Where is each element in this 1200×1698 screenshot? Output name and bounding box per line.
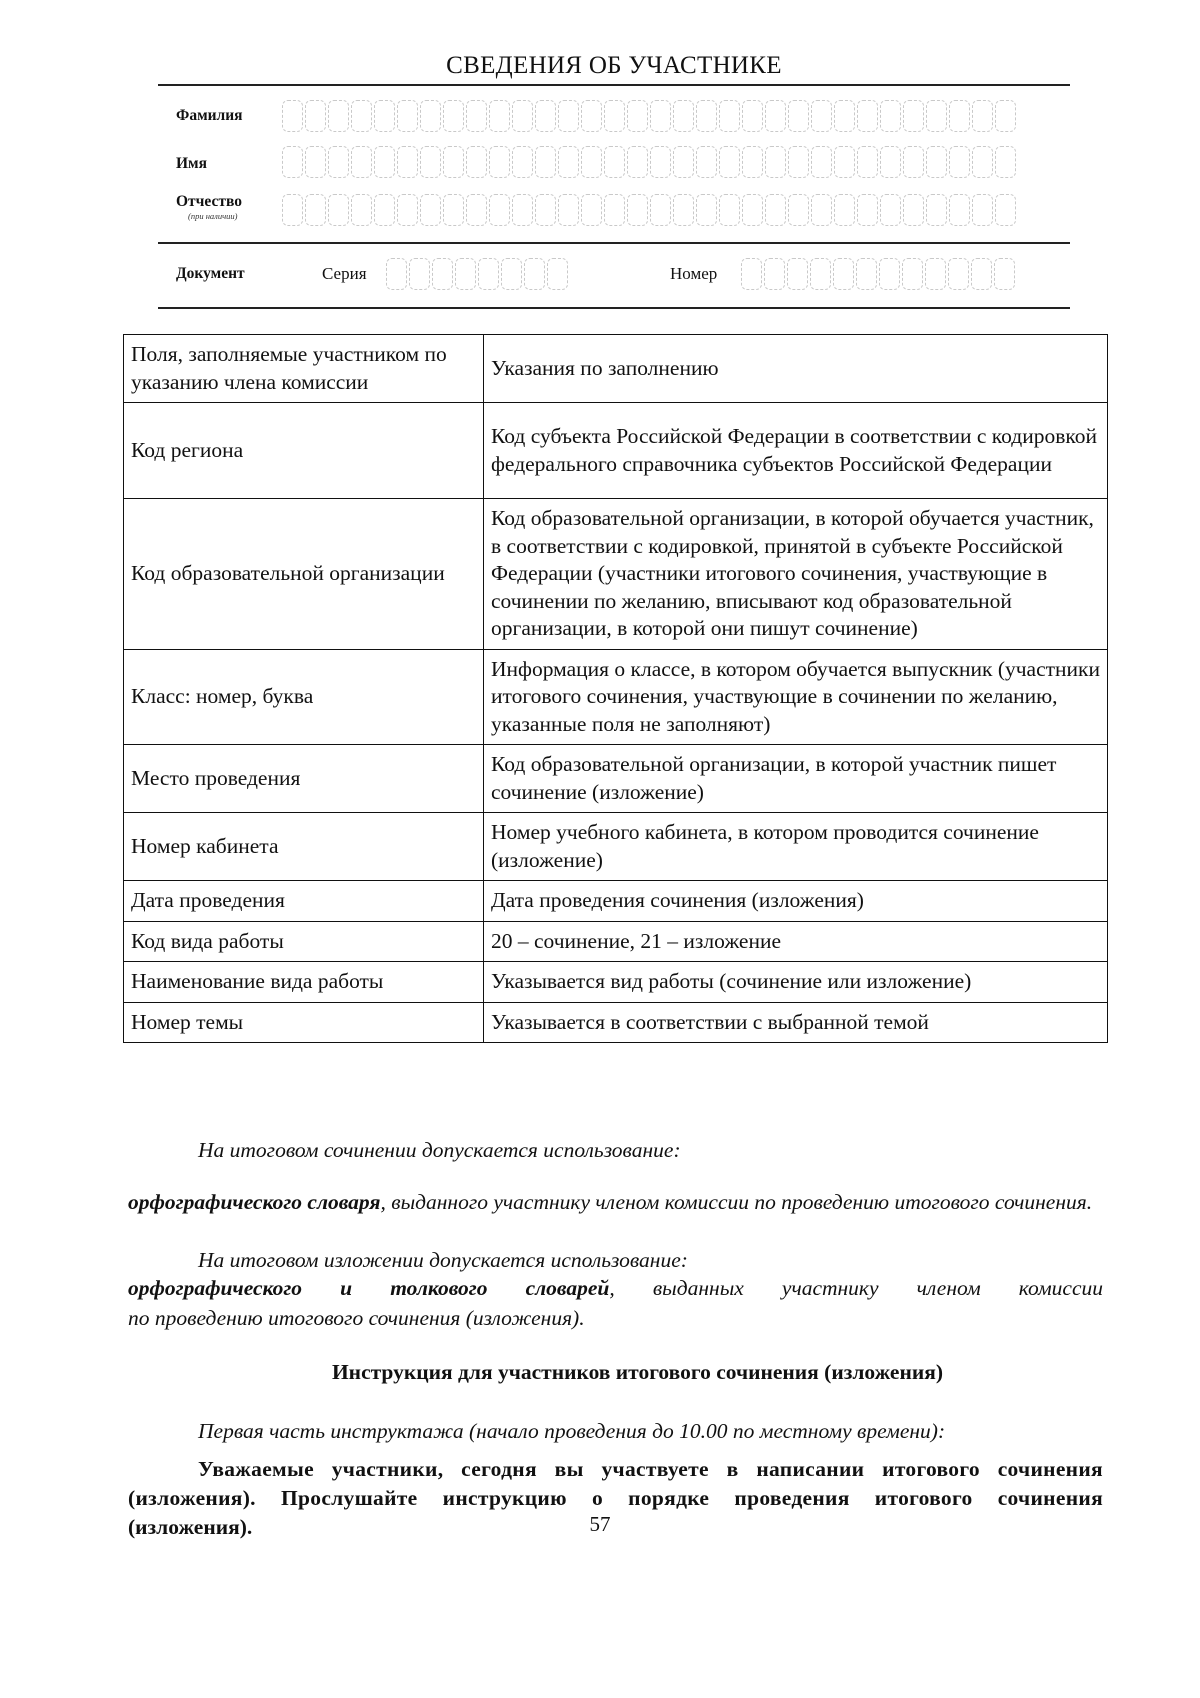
character-cell[interactable]: [765, 146, 786, 178]
character-cell[interactable]: [994, 258, 1015, 290]
character-cell[interactable]: [741, 258, 762, 290]
character-cell[interactable]: [374, 194, 395, 226]
character-cell[interactable]: [673, 194, 694, 226]
form-divider-middle: [158, 242, 1070, 244]
character-cell[interactable]: [926, 100, 947, 132]
character-cell[interactable]: [833, 258, 854, 290]
character-cell[interactable]: [489, 146, 510, 178]
character-cell[interactable]: [810, 258, 831, 290]
character-cell[interactable]: [719, 146, 740, 178]
character-cell[interactable]: [857, 100, 878, 132]
character-cell[interactable]: [811, 146, 832, 178]
name-label: Имя: [176, 155, 207, 172]
character-cell[interactable]: [949, 146, 970, 178]
character-cell[interactable]: [764, 258, 785, 290]
character-cell[interactable]: [351, 100, 372, 132]
header-fields-cell: Поля, заполняемые участником по указанию члена комиссии: [124, 335, 484, 403]
document-label: Документ: [176, 265, 245, 282]
field-cell: Номер кабинета: [124, 813, 484, 881]
character-cell[interactable]: [466, 100, 487, 132]
character-cell[interactable]: [811, 194, 832, 226]
character-cell[interactable]: [581, 100, 602, 132]
character-cell[interactable]: [972, 194, 993, 226]
character-cell[interactable]: [627, 194, 648, 226]
essay-dictionary-paragraph: [128, 1189, 1103, 1217]
table-row: [124, 649, 1108, 745]
character-cell[interactable]: [581, 146, 602, 178]
number-cells[interactable]: [741, 258, 1015, 290]
character-cell[interactable]: [397, 146, 418, 178]
character-cell[interactable]: [535, 194, 556, 226]
character-cell[interactable]: [719, 194, 740, 226]
field-cell: Дата проведения: [124, 881, 484, 922]
series-label: Серия: [322, 264, 367, 283]
character-cell[interactable]: [971, 258, 992, 290]
surname-label: Фамилия: [176, 107, 243, 124]
character-cell[interactable]: [742, 100, 763, 132]
character-cell[interactable]: [948, 258, 969, 290]
character-cell[interactable]: [972, 146, 993, 178]
character-cell[interactable]: [834, 100, 855, 132]
character-cell[interactable]: [420, 100, 441, 132]
character-cell[interactable]: [787, 258, 808, 290]
instruction-cell: Код образовательной организации, в которой обучается участник, в соответствии с кодировкой, принятой в субъекте Российской Федерации (участники итогового сочинения, участвующие в сочинении по желанию, вписывают код образовательной организации, в которой они пишут сочинение): [484, 499, 1108, 650]
character-cell[interactable]: [455, 258, 476, 290]
field-cell: Номер темы: [124, 1002, 484, 1043]
table-row: [124, 403, 1108, 499]
surname-cells[interactable]: [282, 100, 1016, 132]
character-cell[interactable]: [581, 194, 602, 226]
character-cell[interactable]: [397, 194, 418, 226]
character-cell[interactable]: [547, 258, 568, 290]
character-cell[interactable]: [397, 100, 418, 132]
character-cell[interactable]: [374, 100, 395, 132]
character-cell[interactable]: [627, 100, 648, 132]
character-cell[interactable]: [305, 100, 326, 132]
character-cell[interactable]: [558, 100, 579, 132]
character-cell[interactable]: [282, 146, 303, 178]
character-cell[interactable]: [880, 100, 901, 132]
character-cell[interactable]: [788, 100, 809, 132]
field-cell: Класс: номер, буква: [124, 649, 484, 745]
character-cell[interactable]: [351, 194, 372, 226]
header-instructions-cell: Указания по заполнению: [484, 335, 1108, 403]
table-row: [124, 499, 1108, 650]
guidance-table: [123, 334, 1108, 1043]
summary-dictionaries-bold: орфографического и толкового словарей: [128, 1276, 610, 1300]
character-cell[interactable]: [834, 146, 855, 178]
form-divider-top: [158, 84, 1070, 86]
character-cell[interactable]: [696, 146, 717, 178]
character-cell[interactable]: [696, 100, 717, 132]
address-line-2: (изложения). Прослушайте инструкцию о порядке проведения итогового сочинения: [128, 1486, 1103, 1510]
character-cell[interactable]: [558, 194, 579, 226]
character-cell[interactable]: [558, 146, 579, 178]
patronymic-label: Отчество: [176, 193, 242, 210]
character-cell[interactable]: [696, 194, 717, 226]
character-cell[interactable]: [903, 146, 924, 178]
character-cell[interactable]: [374, 146, 395, 178]
character-cell[interactable]: [489, 194, 510, 226]
character-cell[interactable]: [742, 146, 763, 178]
character-cell[interactable]: [282, 194, 303, 226]
character-cell[interactable]: [857, 146, 878, 178]
field-cell: Место проведения: [124, 745, 484, 813]
character-cell[interactable]: [880, 194, 901, 226]
character-cell[interactable]: [420, 146, 441, 178]
character-cell[interactable]: [880, 146, 901, 178]
character-cell[interactable]: [604, 100, 625, 132]
character-cell[interactable]: [466, 146, 487, 178]
essay-dictionary-rest: , выданного участнику членом комиссии по проведению итогового сочинения.: [380, 1190, 1093, 1214]
address-line-3: (изложения).: [128, 1515, 253, 1539]
character-cell[interactable]: [650, 146, 671, 178]
character-cell[interactable]: [443, 100, 464, 132]
instruction-cell: Информация о классе, в котором обучается выпускник (участники итогового сочинения, участвующие в сочинении по желанию, указанные поля не заполняют): [484, 649, 1108, 745]
character-cell[interactable]: [409, 258, 430, 290]
character-cell[interactable]: [489, 100, 510, 132]
instruction-cell: 20 – сочинение, 21 – изложение: [484, 921, 1108, 962]
name-cells[interactable]: [282, 146, 1016, 178]
character-cell[interactable]: [512, 100, 533, 132]
character-cell[interactable]: [604, 194, 625, 226]
instruction-cell: Код субъекта Российской Федерации в соответствии с кодировкой федерального справочника субъектов Российской Федерации: [484, 403, 1108, 499]
character-cell[interactable]: [627, 146, 648, 178]
character-cell[interactable]: [765, 100, 786, 132]
character-cell[interactable]: [501, 258, 522, 290]
field-cell: Наименование вида работы: [124, 962, 484, 1003]
character-cell[interactable]: [949, 194, 970, 226]
number-label: Номер: [670, 264, 718, 283]
character-cell[interactable]: [305, 194, 326, 226]
patronymic-note: (при наличии): [188, 211, 238, 221]
character-cell[interactable]: [351, 146, 372, 178]
character-cell[interactable]: [926, 146, 947, 178]
character-cell[interactable]: [443, 194, 464, 226]
instruction-heading: Инструкция для участников итогового сочинения (изложения): [331, 1360, 944, 1384]
character-cell[interactable]: [972, 100, 993, 132]
character-cell[interactable]: [432, 258, 453, 290]
table-row: [124, 881, 1108, 922]
character-cell[interactable]: [811, 100, 832, 132]
character-cell[interactable]: [903, 194, 924, 226]
character-cell[interactable]: [328, 100, 349, 132]
character-cell[interactable]: [650, 100, 671, 132]
character-cell[interactable]: [466, 194, 487, 226]
character-cell[interactable]: [535, 146, 556, 178]
character-cell[interactable]: [512, 146, 533, 178]
character-cell[interactable]: [902, 258, 923, 290]
summary-dictionaries-line: [128, 1275, 1103, 1303]
character-cell[interactable]: [673, 100, 694, 132]
character-cell[interactable]: [328, 194, 349, 226]
field-cell: Код региона: [124, 403, 484, 499]
character-cell[interactable]: [788, 146, 809, 178]
essay-allowed-text: На итоговом сочинении допускается использование:: [198, 1138, 681, 1162]
table-row: [124, 813, 1108, 881]
character-cell[interactable]: [512, 194, 533, 226]
instruction-cell: Номер учебного кабинета, в котором проводится сочинение (изложение): [484, 813, 1108, 881]
field-cell: Код образовательной организации: [124, 499, 484, 650]
character-cell[interactable]: [834, 194, 855, 226]
character-cell[interactable]: [478, 258, 499, 290]
instruction-cell: Дата проведения сочинения (изложения): [484, 881, 1108, 922]
patronymic-cells[interactable]: [282, 194, 1016, 226]
character-cell[interactable]: [742, 194, 763, 226]
character-cell[interactable]: [903, 100, 924, 132]
table-row: [124, 745, 1108, 813]
form-divider-bottom: [158, 307, 1070, 309]
character-cell[interactable]: [673, 146, 694, 178]
character-cell[interactable]: [788, 194, 809, 226]
character-cell[interactable]: [949, 100, 970, 132]
character-cell[interactable]: [282, 100, 303, 132]
character-cell[interactable]: [925, 258, 946, 290]
summary-allowed-text: На итоговом изложении допускается использование:: [198, 1248, 688, 1272]
character-cell[interactable]: [386, 258, 407, 290]
character-cell[interactable]: [926, 194, 947, 226]
character-cell[interactable]: [857, 194, 878, 226]
field-cell: Код вида работы: [124, 921, 484, 962]
instruction-cell: Указывается вид работы (сочинение или изложение): [484, 962, 1108, 1003]
character-cell[interactable]: [305, 146, 326, 178]
table-row: [124, 1002, 1108, 1043]
character-cell[interactable]: [995, 100, 1016, 132]
character-cell[interactable]: [879, 258, 900, 290]
character-cell[interactable]: [856, 258, 877, 290]
character-cell[interactable]: [995, 194, 1016, 226]
character-cell[interactable]: [604, 146, 625, 178]
character-cell[interactable]: [328, 146, 349, 178]
table-row: [124, 921, 1108, 962]
character-cell[interactable]: [650, 194, 671, 226]
form-title: СВЕДЕНИЯ ОБ УЧАСТНИКЕ: [446, 52, 782, 79]
character-cell[interactable]: [995, 146, 1016, 178]
character-cell[interactable]: [719, 100, 740, 132]
character-cell[interactable]: [443, 146, 464, 178]
character-cell[interactable]: [524, 258, 545, 290]
table-header-row: [124, 335, 1108, 403]
address-line-1: Уважаемые участники, сегодня вы участвуете в написании итогового сочинения: [198, 1457, 1103, 1481]
series-cells[interactable]: [386, 258, 568, 290]
character-cell[interactable]: [765, 194, 786, 226]
instruction-cell: Код образовательной организации, в которой участник пишет сочинение (изложение): [484, 745, 1108, 813]
page-number: 57: [589, 1512, 611, 1536]
essay-dictionary-bold: орфографического словаря: [128, 1190, 381, 1214]
instruction-cell: Указывается в соответствии с выбранной темой: [484, 1002, 1108, 1043]
summary-dictionaries-line2: по проведению итогового сочинения (изложения).: [128, 1306, 585, 1330]
first-part-text: Первая часть инструктажа (начало проведения до 10.00 по местному времени):: [198, 1419, 946, 1443]
character-cell[interactable]: [420, 194, 441, 226]
character-cell[interactable]: [535, 100, 556, 132]
table-row: [124, 962, 1108, 1003]
summary-dictionaries-rest: , выданных участнику членом комиссии: [609, 1276, 1103, 1300]
